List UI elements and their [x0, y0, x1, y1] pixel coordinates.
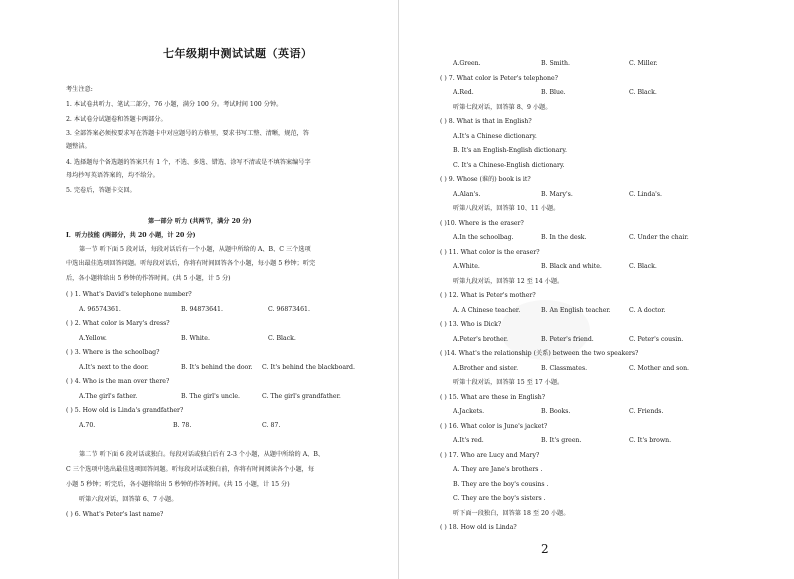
notice-line: 母均抄写英语答案的，均不给分。 [66, 172, 159, 179]
option-a: A.Alan's. [453, 190, 481, 198]
option-a: A.In the schoolbag. [453, 234, 514, 241]
notice-header: 考生注意: [66, 86, 93, 93]
question: ( ) 11. What color is the eraser? [440, 248, 540, 256]
option-c: C. The girl's grandfather. [262, 393, 341, 400]
option-c: C. A doctor. [629, 306, 666, 314]
option-a: A. 96574361. [79, 306, 121, 313]
question: ( ) 16. What color is June's jacket? [440, 422, 548, 430]
option-c: C. Under the chair. [629, 234, 689, 241]
option-b: B. It's green. [541, 437, 582, 444]
question-3: ( ) 3. Where is the schoolbag? [66, 349, 160, 356]
dialog-intro: 听第六段对话，回答第 6、7 小题。 [79, 496, 178, 503]
question: ( ) 9. Whose (谁的) book is it? [440, 176, 531, 183]
option-b: B. Books. [541, 408, 571, 415]
option-a: A.70. [79, 422, 96, 429]
dialog-intro: 听下面一段独白，回答第 18 至 20 小题。 [453, 509, 570, 517]
option-c: C. Black. [268, 335, 296, 342]
question-1: ( ) 1. What's David's telephone number? [66, 291, 192, 298]
question: ( )10. Where is the eraser? [440, 219, 524, 227]
question: ( ) 18. How old is Linda? [440, 524, 517, 531]
notice-line: 2. 本试卷分试题卷和答题卡两部分。 [66, 116, 167, 123]
option-c: C. It's behind the blackboard. [262, 364, 355, 371]
part1-title: 第一部分 听力 (共两节，满分 20 分) [148, 218, 252, 225]
section1-instruction: 中选出最佳选项回答问题。听每段对话后，你将有时间回答各个小题，每小题 5 秒钟；听完 [66, 260, 316, 267]
exam-title: 七年级期中测试试题（英语） [163, 47, 313, 60]
option-b: B. Classmates. [541, 364, 588, 372]
option-c: C. Linda's. [629, 190, 663, 198]
option-line: A. They are Jane's brothers . [453, 466, 543, 473]
question: ( ) 8. What is that in English? [440, 118, 532, 125]
question: ( ) 7. What color is Peter's telephone? [440, 74, 558, 82]
option-line: B. It's an English-English dictionary. [453, 147, 567, 154]
option-c: C. Miller. [629, 60, 658, 67]
option-line: A.It's a Chinese dictionary. [453, 132, 537, 140]
option-a: A.White. [453, 263, 480, 270]
option-a: A.It's next to the door. [79, 364, 149, 371]
page-divider [398, 0, 399, 579]
option-b: B. It's behind the door. [181, 364, 253, 371]
option-a: A.The girl's father. [79, 393, 138, 400]
option-a: A.Red. [453, 89, 474, 96]
notice-line: 题整洁。 [66, 143, 91, 150]
option-b: B. In the desk. [541, 234, 587, 241]
dialog-intro: 听第九段对话，回答第 12 至 14 小题。 [453, 277, 564, 285]
option-b: B. Peter's friend. [541, 335, 594, 343]
option-c: C. It's brown. [629, 437, 672, 444]
option-b: B. 78. [173, 422, 192, 429]
option-a: A.Peter's brother. [453, 335, 508, 343]
notice-line: 3. 全部答案必须按要求写在答题卡中对应题号的方格里，要求书写工整、清晰，规范，答 [66, 130, 309, 137]
option-b: B. Mary's. [541, 190, 573, 198]
option-a: A.Brother and sister. [453, 364, 519, 372]
option-line: C. They are the boy's sisters . [453, 495, 546, 502]
option-c: C. Black. [629, 89, 657, 96]
question: ( ) 12. What is Peter's mother? [440, 292, 536, 299]
section2-instruction: 小题 5 秒钟；听完后，各小题将给出 5 秒钟的作答时间。(共 15 小题，计 15 分) [66, 481, 290, 488]
option-b: B. Smith. [541, 60, 571, 67]
question: ( ) 13. Who is Dick? [440, 321, 502, 328]
option-a: A.Yellow. [79, 335, 107, 342]
notice-line: 1. 本试卷共听力、笔试二部分，76 小题，满分 100 分。考试时间 100 分钟。 [66, 101, 283, 108]
question-4: ( ) 4. Who is the man over there? [66, 378, 170, 385]
option-a: A. A Chinese teacher. [453, 306, 521, 314]
option-b: B. The girl's uncle. [181, 393, 240, 400]
option-a: A.Jackets. [453, 408, 485, 415]
question-6: ( ) 6. What's Peter's last name? [66, 511, 164, 518]
option-c: C. 87. [262, 422, 281, 429]
section2-instruction: 第二节 听下面 6 段对话或独白。每段对话或独白后有 2-3 个小题，从题中所给的 A、B、 [79, 451, 325, 458]
option-b: B. Black and white. [541, 263, 602, 270]
option-c: C. Mother and son. [629, 364, 690, 372]
section1-title: I．听力技能 (两部分，共 20 小题，计 20 分) [66, 232, 196, 239]
question: ( )14. What's the relationship (关系) between the two speakers? [440, 350, 639, 357]
question: ( ) 17. Who are Lucy and Mary? [440, 451, 540, 459]
option-c: C. Black. [629, 263, 657, 270]
option-c: C. Friends. [629, 408, 664, 415]
option-b: B. 94873641. [181, 306, 223, 313]
option-a: A.It's red. [453, 437, 484, 444]
page-number: 2 [541, 542, 549, 556]
question-5: ( ) 5. How old is Linda's grandfather? [66, 407, 184, 414]
dialog-intro: 听第十段对话，回答第 15 至 17 小题。 [453, 379, 564, 386]
option-b: B. White. [181, 335, 210, 342]
dialog-intro: 听第八段对话，回答第 10、11 小题。 [453, 205, 560, 212]
section1-instruction: 后，各小题将给出 5 秒钟的作答时间。(共 5 小题，计 5 分) [66, 275, 231, 282]
dialog-intro: 听第七段对话，回答第 8、9 小题。 [453, 103, 552, 111]
question-2: ( ) 2. What color is Mary's dress? [66, 320, 170, 327]
option-c: C. 96873461. [268, 306, 310, 313]
scan-smudge [500, 300, 590, 360]
option-b: B. Blue. [541, 89, 566, 96]
option-a: A.Green. [453, 60, 481, 67]
option-line: B. They are the boy's cousins . [453, 480, 549, 488]
option-b: B. An English teacher. [541, 306, 611, 314]
section1-instruction: 第一节 听下面 5 段对话，每段对话后有一个小题，从题中所给的 A、B、C 三个选项 [79, 246, 311, 253]
notice-line: 5. 完卷后，答题卡交回。 [66, 187, 136, 194]
option-c: C. Peter's cousin. [629, 335, 684, 343]
option-line: C. It's a Chinese-English dictionary. [453, 161, 565, 169]
question: ( ) 15. What are these in English? [440, 393, 546, 401]
notice-line: 4. 选择题每个备选题的答案只有 1 个，不选、多选、错选、涂写不清或是不填答案编号字 [66, 159, 311, 166]
right-page [400, 0, 794, 579]
section2-instruction: C 三个选项中选出最佳选项回答问题。听每段对话或独白前，你将有时间阅读各个小题，每 [66, 466, 315, 473]
